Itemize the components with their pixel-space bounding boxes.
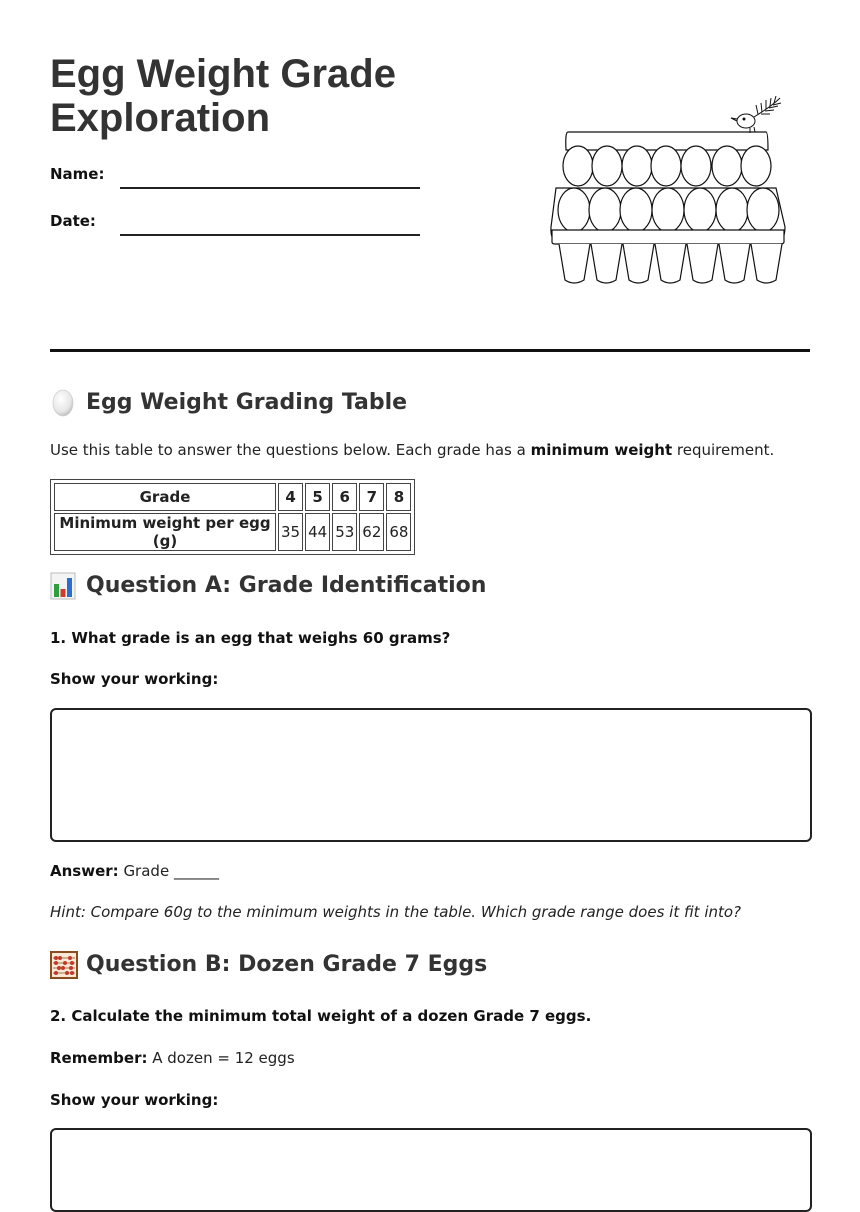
question-b-heading <box>50 951 487 977</box>
question-b-working-box[interactable] <box>50 1128 812 1212</box>
question-a-title: Question A: Grade Identification <box>86 572 487 598</box>
grading-table <box>50 479 415 555</box>
header-divider <box>50 349 810 352</box>
date-label: Date: <box>50 212 96 230</box>
question-a-working-label: Show your working: <box>50 670 219 688</box>
grade-cell: 5 <box>305 483 330 511</box>
name-label: Name: <box>50 165 105 183</box>
intro-text-bold: minimum weight <box>530 441 673 459</box>
intro-text-start: Use this table to answer the questions below. Each grade has a <box>50 441 526 459</box>
question-a-heading <box>50 572 486 598</box>
grade-cell: 7 <box>359 483 384 511</box>
weight-cell: 68 <box>386 513 411 551</box>
question-a-answer <box>50 862 219 880</box>
weight-cell: 53 <box>332 513 357 551</box>
question-b-prompt: 2. Calculate the minimum total weight of a dozen Grade 7 eggs. <box>50 1007 592 1025</box>
intro-text-end: requirement. <box>676 441 775 459</box>
question-a-prompt: 1. What grade is an egg that weighs 60 grams? <box>50 629 451 647</box>
date-field[interactable] <box>120 234 420 236</box>
abacus-icon <box>50 951 76 977</box>
question-b-working-label: Show your working: <box>50 1091 219 1109</box>
question-a-working-box[interactable] <box>50 708 812 842</box>
table-row <box>54 483 411 511</box>
answer-label: Answer: <box>50 862 119 880</box>
grade-cell: 4 <box>278 483 303 511</box>
question-b-title: Question B: Dozen Grade 7 Eggs <box>86 951 488 977</box>
weight-cell: 44 <box>305 513 330 551</box>
question-b-remember <box>50 1049 295 1067</box>
remember-label: Remember: <box>50 1049 148 1067</box>
table-row <box>54 513 411 551</box>
grading-intro <box>50 441 774 459</box>
egg-icon <box>50 389 76 415</box>
page-title: Egg Weight Grade Exploration <box>50 52 396 140</box>
bar-chart-icon <box>50 572 76 598</box>
grading-table-title: Egg Weight Grading Table <box>86 389 408 415</box>
grade-cell: 8 <box>386 483 411 511</box>
grade-cell: 6 <box>332 483 357 511</box>
weight-cell: 35 <box>278 513 303 551</box>
grading-table-heading <box>50 389 407 415</box>
egg-carton-with-bird-icon <box>540 92 790 291</box>
grade-row-header: Grade <box>54 483 276 511</box>
weight-cell: 62 <box>359 513 384 551</box>
question-a-hint: Hint: Compare 60g to the minimum weights in the table. Which grade range does it fit into? <box>50 903 742 921</box>
remember-text: A dozen = 12 eggs <box>152 1049 295 1067</box>
weight-row-header: Minimum weight per egg (g) <box>54 513 276 551</box>
name-field[interactable] <box>120 187 420 189</box>
answer-blank[interactable]: Grade ______ <box>123 862 219 880</box>
